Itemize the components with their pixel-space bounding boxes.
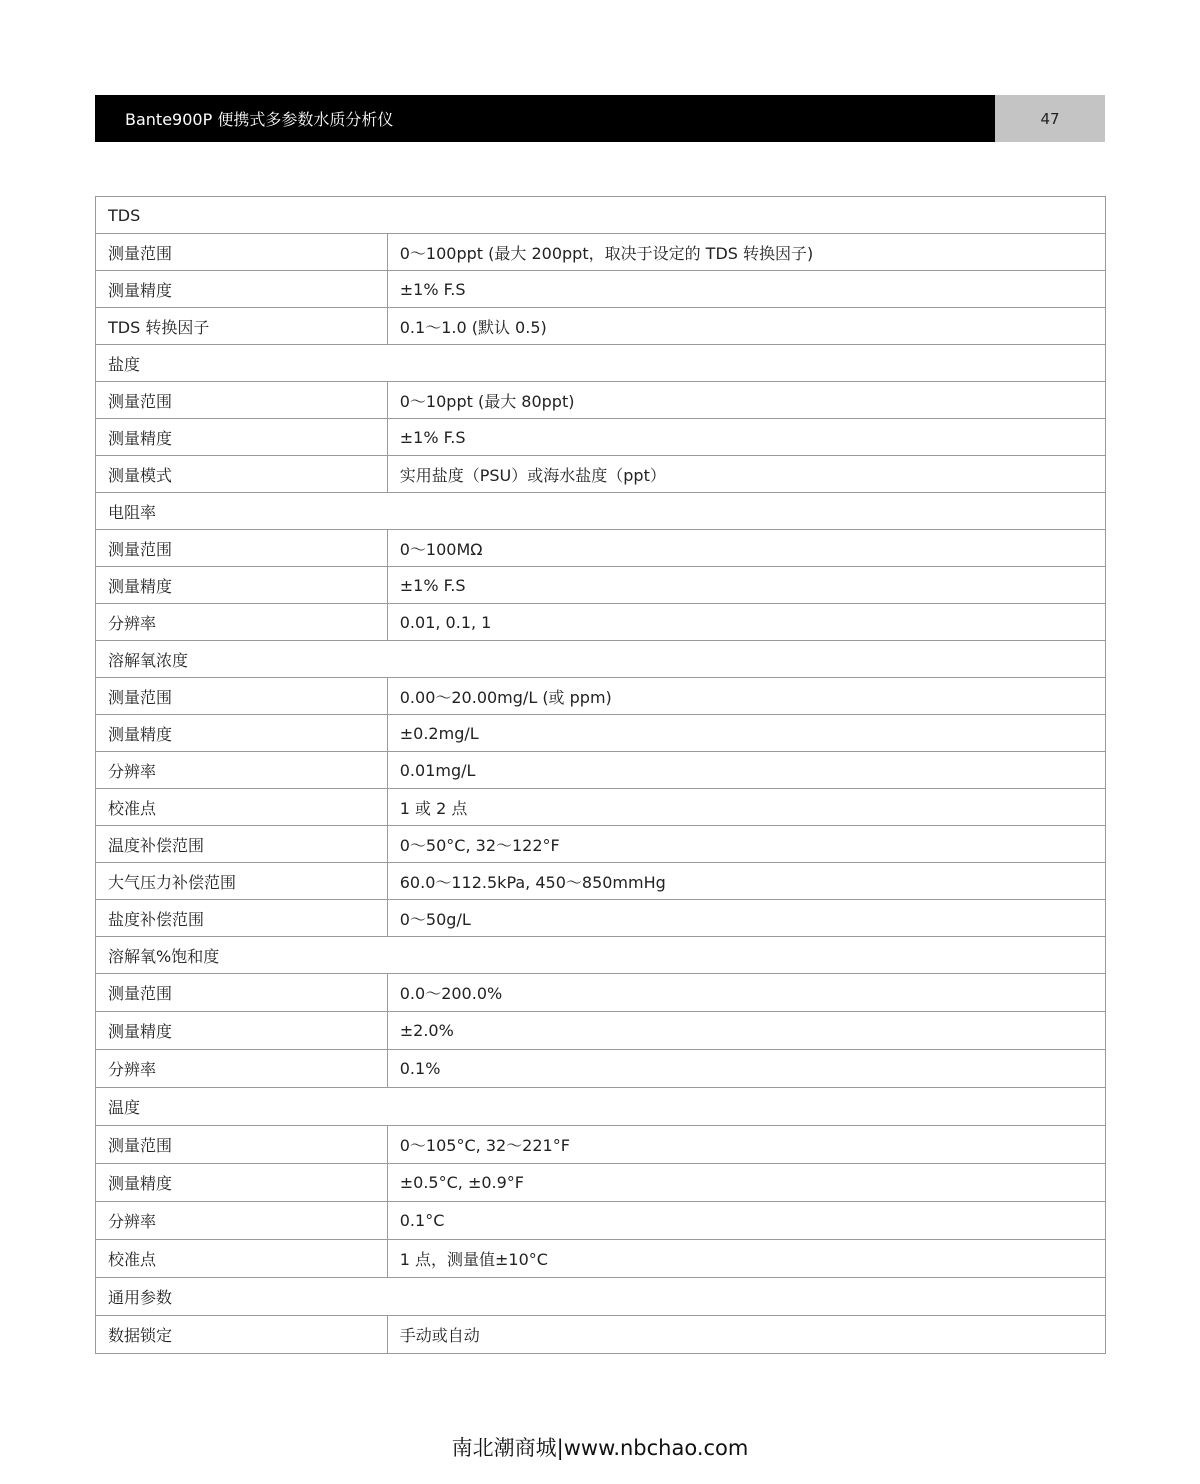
spec-label: 盐度补偿范围 <box>96 900 388 937</box>
spec-row <box>96 382 1106 419</box>
section-header-row <box>96 937 1106 974</box>
section-title: 温度 <box>96 1088 1106 1126</box>
spec-row <box>96 1202 1106 1240</box>
spec-value: ±0.5°C, ±0.9°F <box>387 1164 1105 1202</box>
spec-row <box>96 974 1106 1012</box>
section-header-row <box>96 1278 1106 1316</box>
spec-label: 大气压力补偿范围 <box>96 863 388 900</box>
spec-value: 0.1～1.0 (默认 0.5) <box>387 308 1105 345</box>
spec-label: 分辨率 <box>96 1050 388 1088</box>
spec-row <box>96 752 1106 789</box>
spec-value: 0.1°C <box>387 1202 1105 1240</box>
spec-value: 0～50°C, 32～122°F <box>387 826 1105 863</box>
spec-row <box>96 530 1106 567</box>
spec-value: 0～50g/L <box>387 900 1105 937</box>
spec-value: 0～100ppt (最大 200ppt，取决于设定的 TDS 转换因子) <box>387 234 1105 271</box>
spec-row <box>96 308 1106 345</box>
spec-value: 1 或 2 点 <box>387 789 1105 826</box>
spec-row <box>96 678 1106 715</box>
page-number: 47 <box>1040 109 1060 128</box>
spec-table-body <box>96 197 1106 1354</box>
spec-value: 0～100MΩ <box>387 530 1105 567</box>
spec-value: 0～105°C, 32～221°F <box>387 1126 1105 1164</box>
page-number-box <box>995 95 1105 142</box>
spec-row <box>96 1164 1106 1202</box>
spec-value: ±1% F.S <box>387 419 1105 456</box>
spec-value: 0.00～20.00mg/L (或 ppm) <box>387 678 1105 715</box>
spec-row <box>96 604 1106 641</box>
spec-row <box>96 863 1106 900</box>
spec-row <box>96 900 1106 937</box>
spec-label: 测量范围 <box>96 678 388 715</box>
spec-label: 测量精度 <box>96 715 388 752</box>
spec-label: 测量范围 <box>96 234 388 271</box>
spec-label: 测量范围 <box>96 530 388 567</box>
spec-table <box>95 196 1106 1354</box>
section-title: 溶解氧浓度 <box>96 641 1106 678</box>
section-title: 通用参数 <box>96 1278 1106 1316</box>
section-title: 溶解氧%饱和度 <box>96 937 1106 974</box>
spec-row <box>96 271 1106 308</box>
document-title: Bante900P 便携式多参数水质分析仪 <box>125 110 394 129</box>
spec-value: 0.01mg/L <box>387 752 1105 789</box>
spec-value: 0.01, 0.1, 1 <box>387 604 1105 641</box>
spec-row <box>96 234 1106 271</box>
section-title: TDS <box>96 197 1106 234</box>
spec-value: ±1% F.S <box>387 271 1105 308</box>
spec-value: 1 点，测量值±10°C <box>387 1240 1105 1278</box>
spec-label: TDS 转换因子 <box>96 308 388 345</box>
spec-value: 60.0～112.5kPa, 450～850mmHg <box>387 863 1105 900</box>
spec-value: 0～10ppt (最大 80ppt) <box>387 382 1105 419</box>
spec-row <box>96 1012 1106 1050</box>
spec-label: 测量精度 <box>96 271 388 308</box>
spec-value: 手动或自动 <box>387 1316 1105 1354</box>
section-header-row <box>96 641 1106 678</box>
page-header <box>95 95 1105 142</box>
spec-row <box>96 567 1106 604</box>
spec-row <box>96 715 1106 752</box>
spec-label: 测量范围 <box>96 382 388 419</box>
section-header-row <box>96 197 1106 234</box>
spec-value: 实用盐度（PSU）或海水盐度（ppt） <box>387 456 1105 493</box>
spec-label: 分辨率 <box>96 752 388 789</box>
spec-label: 分辨率 <box>96 1202 388 1240</box>
spec-label: 分辨率 <box>96 604 388 641</box>
section-header-row <box>96 345 1106 382</box>
spec-row <box>96 1050 1106 1088</box>
header-title-bar <box>95 95 995 142</box>
spec-value: ±1% F.S <box>387 567 1105 604</box>
spec-label: 测量精度 <box>96 567 388 604</box>
spec-label: 测量精度 <box>96 1164 388 1202</box>
spec-label: 校准点 <box>96 789 388 826</box>
spec-row <box>96 789 1106 826</box>
spec-label: 测量范围 <box>96 1126 388 1164</box>
spec-row <box>96 1126 1106 1164</box>
section-title: 电阻率 <box>96 493 1106 530</box>
spec-value: ±2.0% <box>387 1012 1105 1050</box>
footer-watermark: 南北潮商城|www.nbchao.com <box>451 1436 749 1460</box>
spec-value: 0.0～200.0% <box>387 974 1105 1012</box>
spec-row <box>96 826 1106 863</box>
spec-label: 测量模式 <box>96 456 388 493</box>
spec-label: 校准点 <box>96 1240 388 1278</box>
spec-label: 温度补偿范围 <box>96 826 388 863</box>
spec-value: ±0.2mg/L <box>387 715 1105 752</box>
spec-row <box>96 419 1106 456</box>
spec-label: 测量精度 <box>96 1012 388 1050</box>
spec-label: 数据锁定 <box>96 1316 388 1354</box>
spec-row <box>96 1240 1106 1278</box>
section-header-row <box>96 493 1106 530</box>
spec-label: 测量范围 <box>96 974 388 1012</box>
section-header-row <box>96 1088 1106 1126</box>
spec-row <box>96 456 1106 493</box>
spec-row <box>96 1316 1106 1354</box>
section-title: 盐度 <box>96 345 1106 382</box>
spec-value: 0.1% <box>387 1050 1105 1088</box>
spec-label: 测量精度 <box>96 419 388 456</box>
